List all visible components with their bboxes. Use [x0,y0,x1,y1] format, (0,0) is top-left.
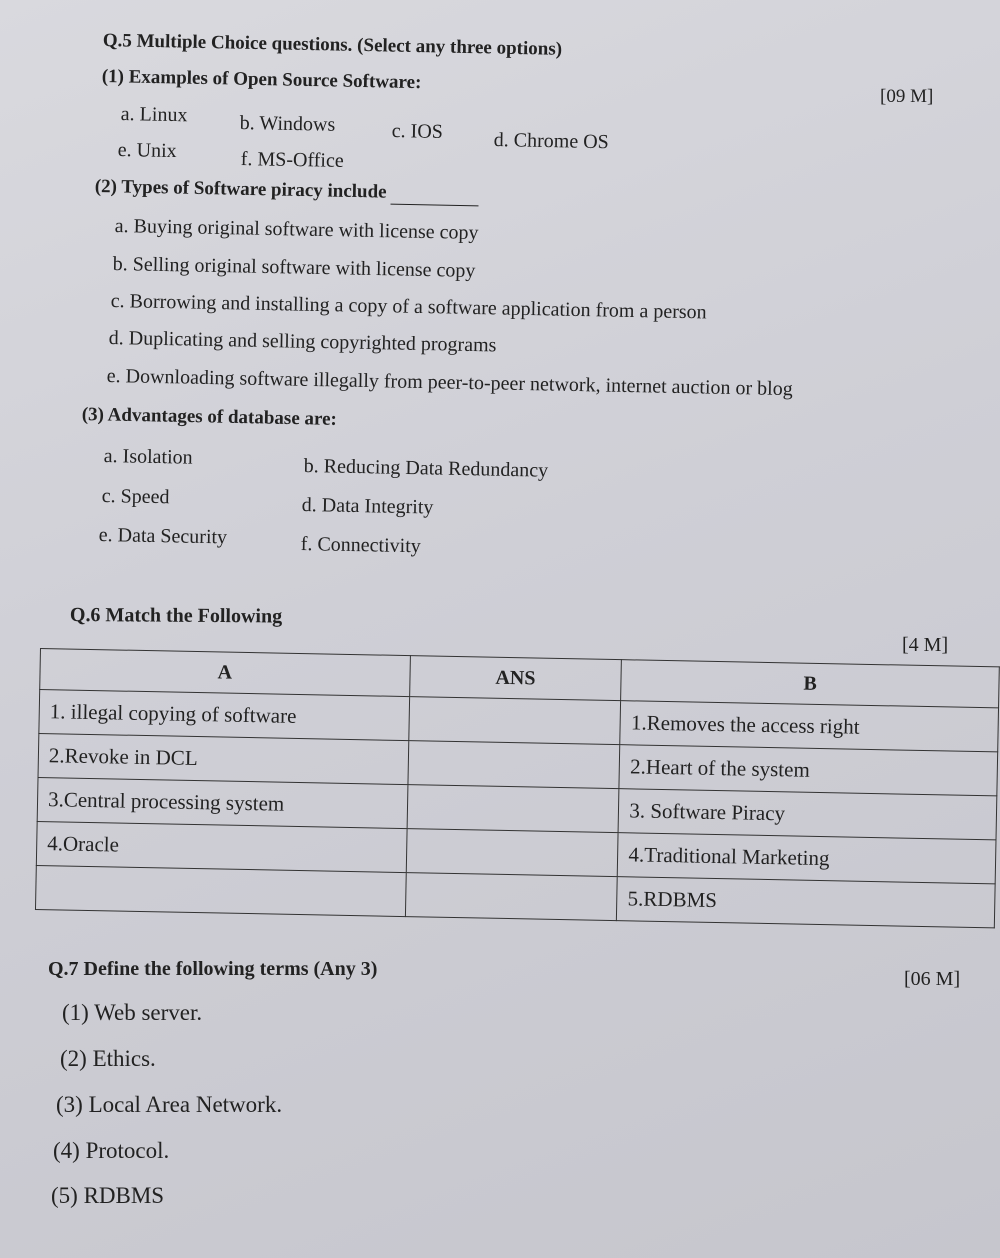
q5-2-option-e: e. Downloading software illegally from peer-to-peer network, internet auction or blog [106,365,793,401]
q5-3-option-a: a. Isolation [103,445,193,469]
cell-b: 1.Removes the access right [620,701,998,752]
cell-ans [405,873,618,921]
q7-item-3: (3) Local Area Network. [56,1092,283,1117]
q5-1-option-e: e. Unix [117,139,177,163]
match-table [35,648,1000,928]
q7-title: Q.7 Define the following terms (Any 3) [48,958,378,980]
q5-2-heading-text: (2) Types of Software piracy include [94,176,387,203]
cell-ans [408,741,621,789]
header-ans: ANS [409,656,622,701]
cell-b: 5.RDBMS [617,877,995,928]
q5-1-option-f: f. MS-Office [240,148,344,172]
q6-title: Q.6 Match the Following [69,604,283,628]
cell-ans [408,697,621,745]
q5-3-heading: (3) Advantages of database are: [81,404,338,430]
q7-item-4: (4) Protocol. [53,1138,170,1163]
cell-a: 2.Revoke in DCL [38,734,408,785]
cell-b: 3. Software Piracy [618,789,996,840]
q5-2-option-a: a. Buying original software with license copy [114,215,479,244]
answer-blank [390,182,478,207]
q5-2-option-c: c. Borrowing and installing a copy of a software application from a person [110,290,707,324]
q6-marks: [4 M] [902,634,949,656]
q5-title: Q.5 Multiple Choice questions. (Select any three options) [102,30,563,60]
q5-3-option-f: f. Connectivity [300,533,421,558]
q5-marks: [09 M] [880,86,934,107]
q5-3-option-e: e. Data Security [98,524,228,549]
cell-a: 1. illegal copying of software [39,690,409,741]
q5-1-option-d: d. Chrome OS [493,129,609,154]
q5-2-option-b: b. Selling original software with license copy [112,253,476,282]
q5-3-option-c: c. Speed [101,485,170,509]
cell-a: 4.Oracle [36,821,406,872]
cell-ans [406,829,619,877]
q5-2-heading [95,176,479,206]
q5-2-option-d: d. Duplicating and selling copyrighted programs [108,327,497,357]
cell-ans [407,785,620,833]
q5-3-option-b: b. Reducing Data Redundancy [303,455,549,482]
q7-item-1: (1) Web server. [62,1000,203,1025]
cell-a: 3.Central processing system [37,778,407,829]
q5-1-option-a: a. Linux [120,103,188,127]
cell-b: 2.Heart of the system [619,745,997,796]
q5-1-option-b: b. Windows [239,112,336,136]
q7-item-2: (2) Ethics. [60,1046,156,1071]
cell-b: 4.Traditional Marketing [618,833,996,884]
q5-1-option-c: c. IOS [391,120,444,143]
q5-3-option-d: d. Data Integrity [301,494,434,519]
q7-marks: [06 M] [904,968,961,990]
header-b: B [621,660,999,708]
q7-item-5: (5) RDBMS [51,1183,165,1208]
header-a: A [40,649,410,697]
q5-1-heading: (1) Examples of Open Source Software: [101,66,422,94]
cell-a [35,865,405,916]
